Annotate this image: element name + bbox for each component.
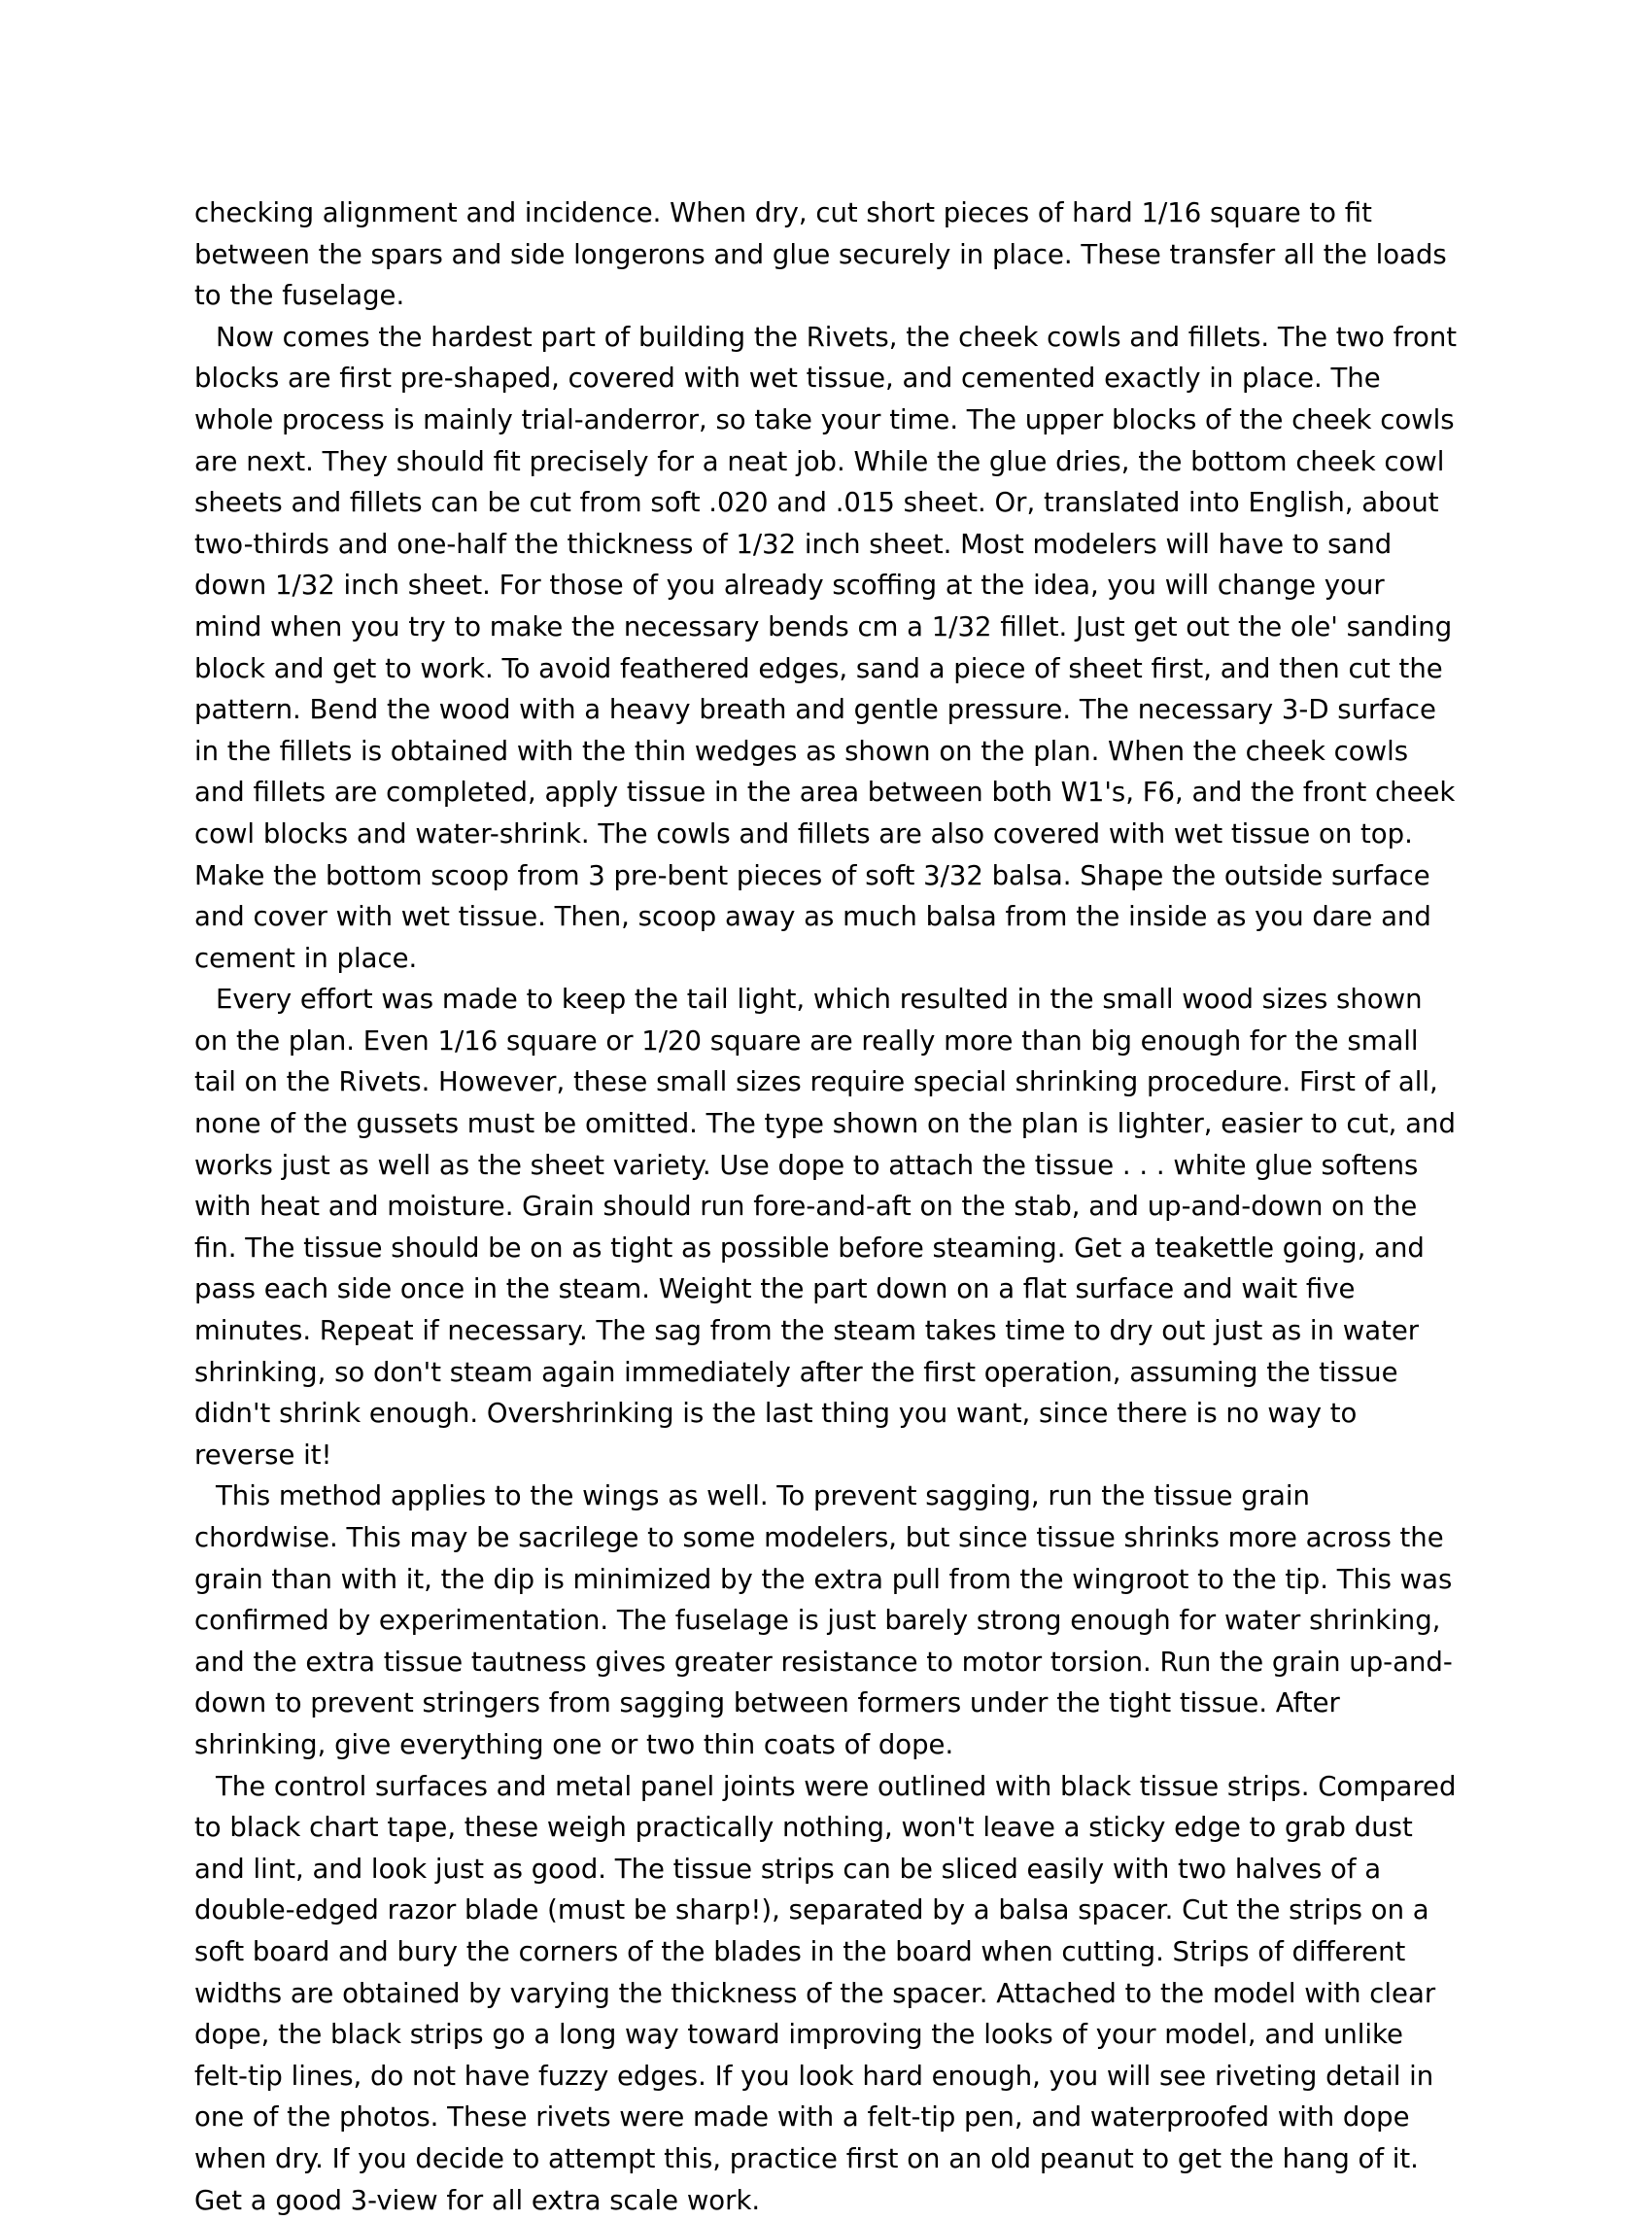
paragraph-alignment-continuation: checking alignment and incidence. When dry, cut short pieces of hard 1/16 square to fit between the spars and side longerons and glue securely in place. These transfer all the loads to the fuselage. (194, 197, 1447, 312)
paragraph-control-surface-strips: The control surfaces and metal panel joints were outlined with black tissue strips. Compared to black chart tape, these weigh practically nothing, won't leave a sticky edge to grab dust and lint, and look just as good. The tissue strips can be sliced easily with two halves of a double-edged razor blade (must be sharp!), separated by a balsa spacer. Cut the strips on a soft board and bury the corners of the blades in the board when cutting. Strips of different widths are obtained by varying the thickness of the spacer. Attached to the model with clear dope, the black strips go a long way toward improving the looks of your model, and unlike felt-tip lines, do not have fuzzy edges. If you look hard enough, you will see riveting detail in one of the photos. These rivets were made with a felt-tip pen, and waterproofed with dope when dry. If you decide to attempt this, practice first on an old peanut to get the hang of it. Get a good 3-view for all extra scale work. (194, 1770, 1457, 2216)
paragraph-wing-tissue-grain: This method applies to the wings as well. To prevent sagging, run the tissue grain chordwise. This may be sacrilege to some modelers, but since tissue shrinks more across the grain than with it, the dip is minimized by the extra pull from the wingroot to the tip. This was confirmed by experimentation. The fuselage is just barely strong enough for water shrinking, and the extra tissue tautness gives greater resistance to motor torsion. Run the grain up-and-down to prevent stringers from sagging between formers under the tight tissue. After shrinking, give everything one or two thin coats of dope. (194, 1480, 1453, 1760)
paragraph-tail-shrinking: Every effort was made to keep the tail light, which resulted in the small wood sizes shown on the plan. Even 1/16 square or 1/20 square are really more than big enough for the small tail on the Rivets. However, these small sizes require special shrinking procedure. First of all, none of the gussets must be omitted. The type shown on the plan is lighter, easier to cut, and works just as well as the sheet variety. Use dope to attach the tissue . . . white glue softens with heat and moisture. Grain should run fore-and-aft on the stab, and up-and-down on the fin. The tissue should be on as tight as possible before steaming. Get a teakettle going, and pass each side once in the steam. Weight the part down on a flat surface and wait five minutes. Repeat if necessary. The sag from the steam takes time to dry out just as in water shrinking, so don't steam again immediately after the first operation, assuming the tissue didn't shrink enough. Overshrinking is the last thing you want, since there is no way to reverse it! (194, 984, 1456, 1471)
paragraph-cheek-cowls-fillets: Now comes the hardest part of building the Rivets, the cheek cowls and fillets. The two front blocks are first pre-shaped, covered with wet tissue, and cemented exactly in place. The whole process is mainly trial-anderror, so take your time. The upper blocks of the cheek cowls are next. They should fit precisely for a neat job. While the glue dries, the bottom cheek cowl sheets and fillets can be cut from soft .020 and .015 sheet. Or, translated into English, about two-thirds and one-half the thickness of 1/32 inch sheet. Most modelers will have to sand down 1/32 inch sheet. For those of you already scoffing at the idea, you will change your mind when you try to make the necessary bends cm a 1/32 fillet. Just get out the ole' sanding block and get to work. To avoid feathered edges, sand a piece of sheet first, and then cut the pattern. Bend the wood with a heavy breath and gentle pressure. The necessary 3-D surface in the fillets is obtained with the thin wedges as shown on the plan. When the cheek cowls and fillets are completed, apply tissue in the area between both W1's, F6, and the front cheek cowl blocks and water-shrink. The cowls and fillets are also covered with wet tissue on top. Make the bottom scoop from 3 pre-bent pieces of soft 3/32 balsa. Shape the outside surface and cover with wet tissue. Then, scoop away as much balsa from the inside as you dare and cement in place. (194, 321, 1458, 974)
document-page (194, 192, 1458, 2221)
